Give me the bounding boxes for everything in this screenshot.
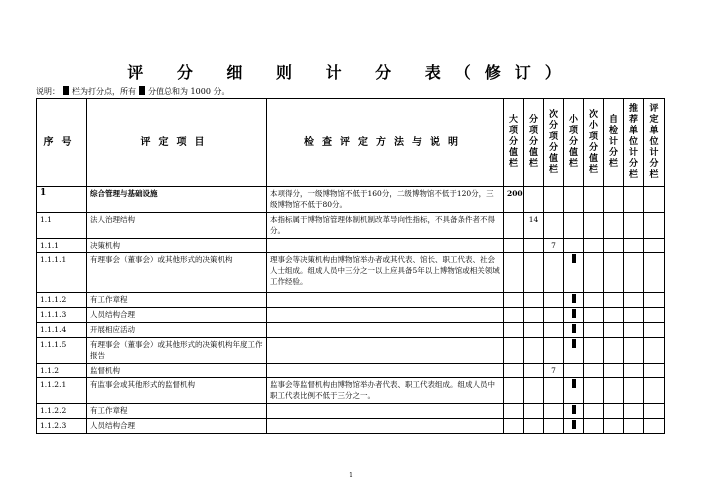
table-row (37, 338, 665, 364)
row-minor-score (564, 293, 584, 308)
row-minor-score (564, 364, 584, 378)
row-major-score (504, 239, 524, 253)
row-major-score (504, 364, 524, 378)
row-secondary-score (544, 253, 564, 293)
table-row (37, 239, 665, 253)
row-secondary-score (544, 404, 564, 419)
row-secondary-score (544, 187, 564, 213)
table-row (37, 308, 665, 323)
row-self-check[interactable] (604, 213, 624, 239)
row-evaluator[interactable] (644, 239, 665, 253)
row-minor-score (564, 253, 584, 293)
header-method: 检查评定方法与说明 (267, 99, 504, 187)
row-major-score (504, 419, 524, 434)
row-minor-score (564, 187, 584, 213)
row-self-check[interactable] (604, 378, 624, 404)
row-sub-minor-score (584, 378, 604, 404)
row-sub-score (524, 187, 544, 213)
row-method (267, 308, 504, 323)
row-sub-score (524, 338, 544, 364)
row-recommender[interactable] (624, 378, 644, 404)
page-number: 1 (349, 472, 353, 479)
header-row (37, 99, 665, 187)
row-secondary-score: 7 (544, 364, 564, 378)
row-item: 综合管理与基础设施 (87, 187, 267, 213)
row-minor-score (564, 239, 584, 253)
row-self-check[interactable] (604, 239, 624, 253)
table-row (37, 364, 665, 378)
row-sub-score (524, 364, 544, 378)
table-row (37, 213, 665, 239)
scoring-point-marker (572, 324, 576, 333)
row-self-check[interactable] (604, 404, 624, 419)
row-secondary-score (544, 323, 564, 338)
row-sub-minor-score (584, 253, 604, 293)
header-item: 评定项目 (87, 99, 267, 187)
header-major-score: 大项分值栏 (504, 99, 524, 187)
row-evaluator[interactable] (644, 213, 665, 239)
row-item: 有工作章程 (87, 404, 267, 419)
row-method (267, 364, 504, 378)
row-method (267, 239, 504, 253)
row-secondary-score (544, 338, 564, 364)
row-evaluator[interactable] (644, 187, 665, 213)
row-sub-score (524, 404, 544, 419)
row-item: 监督机构 (87, 364, 267, 378)
table-row (37, 404, 665, 419)
row-secondary-score (544, 308, 564, 323)
row-evaluator[interactable] (644, 378, 665, 404)
row-recommender[interactable] (624, 253, 644, 293)
row-sub-minor-score (584, 404, 604, 419)
row-recommender[interactable] (624, 419, 644, 434)
row-recommender[interactable] (624, 308, 644, 323)
row-self-check[interactable] (604, 323, 624, 338)
table-row (37, 253, 665, 293)
note-mid2: 分值总和为 (148, 87, 188, 96)
row-self-check[interactable] (604, 293, 624, 308)
header-recommender: 推荐单位计分栏 (624, 99, 644, 187)
header-secondary-score: 次分项分值栏 (544, 99, 564, 187)
row-minor-score (564, 213, 584, 239)
scoring-point-marker (572, 294, 576, 303)
row-secondary-score (544, 419, 564, 434)
row-self-check[interactable] (604, 338, 624, 364)
row-self-check[interactable] (604, 308, 624, 323)
row-self-check[interactable] (604, 419, 624, 434)
row-major-score (504, 308, 524, 323)
row-recommender[interactable] (624, 293, 644, 308)
header-minor-score: 小项分值栏 (564, 99, 584, 187)
row-secondary-score (544, 378, 564, 404)
row-evaluator[interactable] (644, 253, 665, 293)
note-mid1: 栏为打分点，所有 (72, 87, 136, 96)
header-self-check: 自检计分栏 (604, 99, 624, 187)
row-method: 本指标属于博物馆管理体制机制改革导向性指标，不具备条件者不得分。 (267, 213, 504, 239)
row-method (267, 404, 504, 419)
header-seq: 序号 (37, 99, 87, 187)
row-sub-minor-score (584, 323, 604, 338)
row-seq: 1.1.1.4 (37, 323, 87, 338)
scoring-table (36, 98, 665, 434)
row-item: 有工作章程 (87, 293, 267, 308)
row-major-score (504, 378, 524, 404)
row-sub-minor-score (584, 419, 604, 434)
row-sub-minor-score (584, 308, 604, 323)
row-recommender[interactable] (624, 338, 644, 364)
row-evaluator[interactable] (644, 338, 665, 364)
row-item: 人员结构合理 (87, 419, 267, 434)
row-evaluator[interactable] (644, 404, 665, 419)
row-recommender[interactable] (624, 213, 644, 239)
row-item: 法人治理结构 (87, 213, 267, 239)
scoring-point-marker (572, 254, 576, 263)
instruction-note (36, 86, 229, 97)
scoring-point-marker (572, 420, 576, 429)
row-method (267, 323, 504, 338)
row-minor-score (564, 419, 584, 434)
table-row (37, 419, 665, 434)
row-seq: 1.1.1.2 (37, 293, 87, 308)
header-evaluator: 评定单位计分栏 (644, 99, 665, 187)
row-sub-score (524, 419, 544, 434)
table-row (37, 187, 665, 213)
row-sub-score (524, 378, 544, 404)
row-method: 本项得分，一级博物馆不低于160分，二级博物馆不低于120分，三级博物馆不低于80分。 (267, 187, 504, 213)
row-sub-minor-score (584, 213, 604, 239)
row-sub-score (524, 293, 544, 308)
row-seq: 1.1.1.3 (37, 308, 87, 323)
row-major-score (504, 213, 524, 239)
row-seq: 1.1 (37, 213, 87, 239)
row-method: 理事会等决策机构由博物馆举办者或其代表、馆长、职工代表、社会人士组成。组成人员中三分之一以上应具备5年以上博物馆或相关领域工作经验。 (267, 253, 504, 293)
row-seq: 1.1.2.1 (37, 378, 87, 404)
note-total: 1000 (190, 87, 211, 96)
table-row (37, 378, 665, 404)
row-major-score (504, 253, 524, 293)
row-recommender[interactable] (624, 404, 644, 419)
row-secondary-score (544, 293, 564, 308)
row-recommender[interactable] (624, 323, 644, 338)
scoring-point-marker (572, 405, 576, 414)
row-evaluator[interactable] (644, 293, 665, 308)
row-method: 监事会等监督机构由博物馆举办者代表、职工代表组成。组成人员中职工代表比例不低于三分之一。 (267, 378, 504, 404)
row-sub-minor-score (584, 364, 604, 378)
row-sub-score (524, 308, 544, 323)
header-sub-minor-score: 次小项分值栏 (584, 99, 604, 187)
row-major-score (504, 323, 524, 338)
scoring-point-marker (572, 339, 576, 348)
row-seq: 1.1.2.2 (37, 404, 87, 419)
row-secondary-score: 7 (544, 239, 564, 253)
row-item: 开展相应活动 (87, 323, 267, 338)
row-sub-score (524, 239, 544, 253)
row-minor-score (564, 308, 584, 323)
row-minor-score (564, 378, 584, 404)
row-item: 人员结构合理 (87, 308, 267, 323)
row-sub-minor-score (584, 338, 604, 364)
row-sub-minor-score (584, 187, 604, 213)
row-minor-score (564, 404, 584, 419)
row-item: 有理事会（董事会）或其他形式的决策机构年度工作报告 (87, 338, 267, 364)
row-sub-score (524, 323, 544, 338)
row-recommender[interactable] (624, 187, 644, 213)
row-major-score (504, 338, 524, 364)
row-method (267, 419, 504, 434)
table-row (37, 323, 665, 338)
note-prefix: 说明： (36, 87, 60, 96)
row-evaluator[interactable] (644, 308, 665, 323)
row-seq: 1.1.1 (37, 239, 87, 253)
header-sub-score: 分项分值栏 (524, 99, 544, 187)
row-sub-minor-score (584, 293, 604, 308)
row-seq: 1.1.2.3 (37, 419, 87, 434)
row-recommender[interactable] (624, 239, 644, 253)
row-minor-score (564, 323, 584, 338)
row-major-score (504, 404, 524, 419)
row-self-check[interactable] (604, 187, 624, 213)
row-major-score: 200 (504, 187, 524, 213)
row-sub-score: 14 (524, 213, 544, 239)
scoring-point-marker (572, 379, 576, 388)
row-recommender[interactable] (624, 364, 644, 378)
note-suffix: 分。 (213, 87, 230, 96)
row-minor-score (564, 338, 584, 364)
row-seq: 1.1.1.5 (37, 338, 87, 364)
row-method (267, 293, 504, 308)
row-major-score (504, 293, 524, 308)
scoring-point-marker (572, 309, 576, 318)
row-sub-minor-score (584, 239, 604, 253)
row-seq: 1.1.2 (37, 364, 87, 378)
row-evaluator[interactable] (644, 419, 665, 434)
row-item: 有监事会或其他形式的监督机构 (87, 378, 267, 404)
row-method (267, 338, 504, 364)
row-item: 有理事会（董事会）或其他形式的决策机构 (87, 253, 267, 293)
table-body (37, 187, 665, 434)
score-cell-swatch (139, 86, 145, 95)
row-seq: 1 (37, 187, 87, 213)
row-evaluator[interactable] (644, 323, 665, 338)
row-self-check[interactable] (604, 253, 624, 293)
row-self-check[interactable] (604, 364, 624, 378)
row-sub-score (524, 253, 544, 293)
row-item: 决策机构 (87, 239, 267, 253)
page-title: 评 分 细 则 计 分 表（修订） (127, 63, 575, 82)
row-seq: 1.1.1.1 (37, 253, 87, 293)
row-evaluator[interactable] (644, 364, 665, 378)
row-secondary-score (544, 213, 564, 239)
table-row (37, 293, 665, 308)
score-cell-swatch (63, 86, 69, 95)
